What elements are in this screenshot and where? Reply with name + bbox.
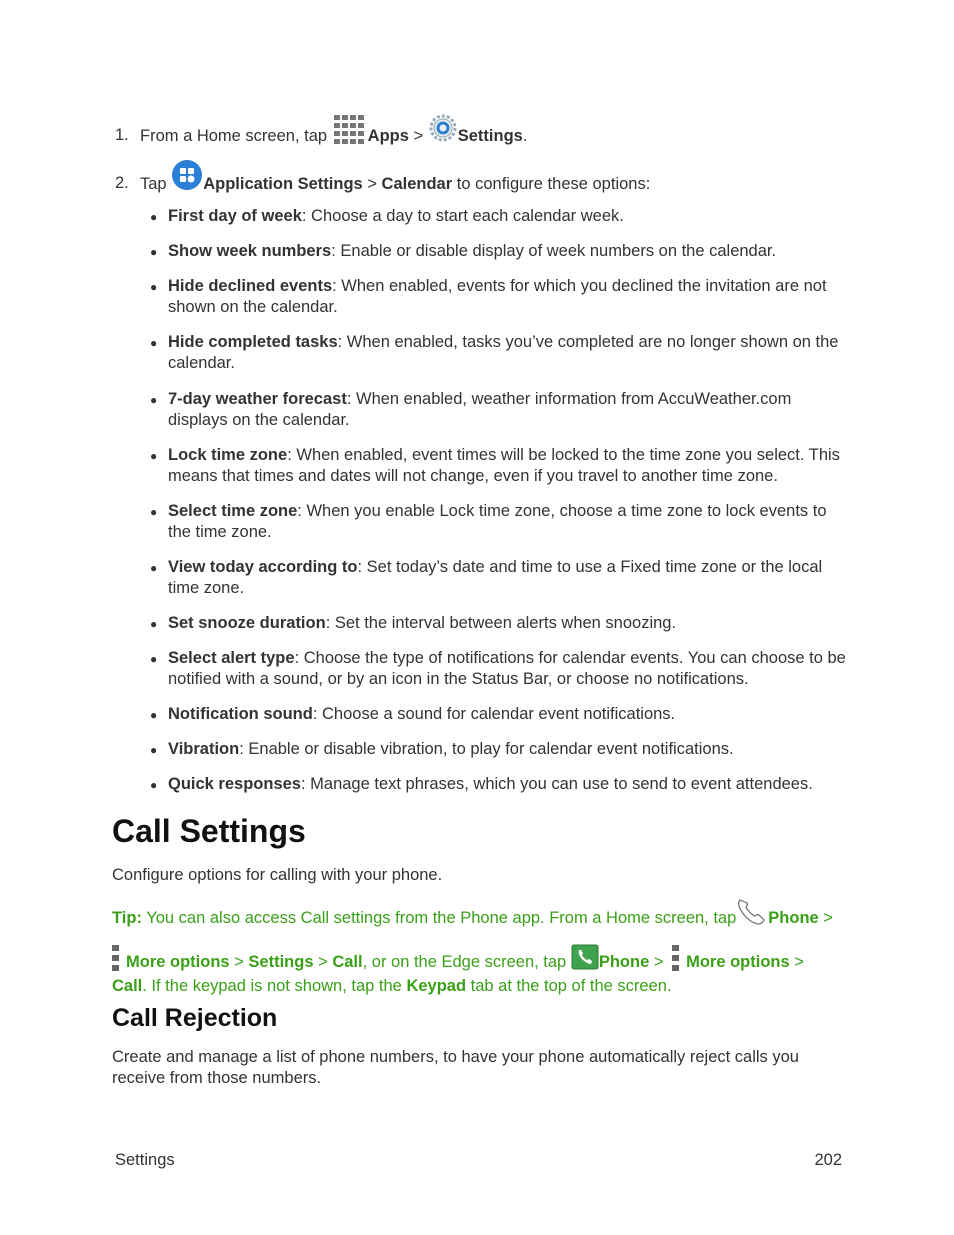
option-desc: : Set today’s date and time to use a Fixed time zone or the local time zone. [168,558,823,597]
tip-label: Tip: [112,909,142,927]
call-rejection-heading: Call Rejection [112,1004,278,1032]
separator: > [234,953,244,971]
option-desc: : Manage text phrases, which you can use to send to event attendees. [300,775,813,793]
option-term: Quick responses [168,775,301,793]
list-item [168,739,848,760]
call-rejection-body: Create and manage a list of phone numbers, to have your phone automatically reject calls you receive from those numbers. [112,1048,799,1087]
option-term: Vibration [168,740,240,758]
calendar-label: Calendar [381,175,453,193]
apps-label: Apps [367,127,409,145]
option-term: View today according to [168,558,358,576]
bullet: ● [150,778,158,792]
tip-text: . If the keypad is not shown, tap the [142,977,402,995]
option-term: Hide completed tasks [168,333,338,351]
apps-grid-icon [332,113,368,150]
bullet: ● [150,505,158,519]
list-item [168,276,848,318]
list-item [168,389,818,431]
separator: > [367,175,377,193]
option-desc: : When enabled, tasks you’ve completed are no longer shown on the calendar. [168,333,839,372]
bullet: ● [150,561,158,575]
separator: > [823,909,833,927]
option-term: Select time zone [168,502,298,520]
bullet: ● [150,743,158,757]
option-term: Notification sound [168,705,313,723]
call-settings-heading: Call Settings [112,813,306,849]
settings-gear-icon [428,113,458,148]
option-term: Select alert type [168,649,295,667]
option-term: First day of week [168,207,302,225]
option-desc: : When you enable Lock time zone, choose a time zone to lock events to the time zone. [168,502,827,541]
separator: > [413,127,424,145]
application-settings-icon [171,159,203,196]
bullet: ● [150,280,158,294]
bullet: ● [150,245,158,259]
step-number: 1. [115,126,129,144]
bullet: ● [150,210,158,224]
option-desc: : Choose the type of notifications for calendar events. You can choose to be notified with a sound, or by an icon in the Status Bar, or choose no notifications. [168,649,846,688]
step-text-end: . [522,127,528,145]
footer-page-number: 202 [814,1151,842,1169]
list-item [168,774,848,795]
step-text: Tap [140,175,167,193]
separator: > [318,953,328,971]
step-text-end: to configure these options: [456,175,651,193]
call-label: Call [112,977,143,995]
tip-text: You can also access Call settings from the Phone app. From a Home screen, tap [146,909,737,927]
step-2 [140,158,650,196]
option-term: 7-day weather forecast [168,390,347,408]
list-item [168,241,848,262]
bullet: ● [150,652,158,666]
option-desc: : Choose a day to start each calendar week. [301,207,624,225]
phone-label: Phone [768,909,819,927]
step-number: 2. [115,174,129,192]
list-item [168,445,848,487]
step-1 [140,110,527,150]
settings-label: Settings [457,127,523,145]
tip-box [112,896,842,997]
more-options-icon [672,945,680,971]
call-settings-intro: Configure options for calling with your phone. [112,866,443,884]
separator: > [794,953,804,971]
option-desc: : When enabled, event times will be locked to the time zone you select. This means that times and dates will not change, even if you travel to another time zone. [168,446,840,485]
bullet: ● [150,708,158,722]
option-term: Hide declined events [168,277,333,295]
option-desc: : Enable or disable vibration, to play for calendar event notifications. [239,740,734,758]
more-options-icon [112,945,120,971]
option-term: Set snooze duration [168,614,326,632]
call-label: Call [332,953,363,971]
option-term: Lock time zone [168,446,288,464]
more-options-label: More options [686,953,790,971]
option-desc: : Set the interval between alerts when snoozing. [325,614,677,632]
list-item [168,206,848,227]
separator: > [653,953,664,971]
option-desc: : When enabled, weather information from AccuWeather.com displays on the calendar. [168,390,792,429]
more-options-label: More options [126,953,230,971]
phone-label: Phone [598,953,650,971]
option-desc: : Enable or disable display of week numbers on the calendar. [331,242,777,260]
footer-section: Settings [115,1151,175,1169]
bullet: ● [150,449,158,463]
settings-label: Settings [248,953,314,971]
list-item [168,501,848,543]
option-term: Show week numbers [168,242,332,260]
tip-text: , or on the Edge screen, tap [362,953,567,971]
option-desc: : When enabled, events for which you declined the invitation are not shown on the calendar. [168,277,827,316]
phone-handset-icon [736,896,768,932]
tip-text: tab at the top of the screen. [470,977,672,995]
list-item [168,648,848,690]
list-item [168,704,848,725]
bullet: ● [150,617,158,631]
option-desc: : Choose a sound for calendar event notifications. [312,705,676,723]
list-item [168,557,848,599]
list-item [168,613,848,634]
phone-app-icon [571,944,599,976]
list-item [168,332,848,374]
application-settings-label: Application Settings [203,175,363,193]
bullet: ● [150,393,158,407]
keypad-label: Keypad [406,977,467,995]
bullet: ● [150,336,158,350]
step-text: From a Home screen, tap [140,127,328,145]
